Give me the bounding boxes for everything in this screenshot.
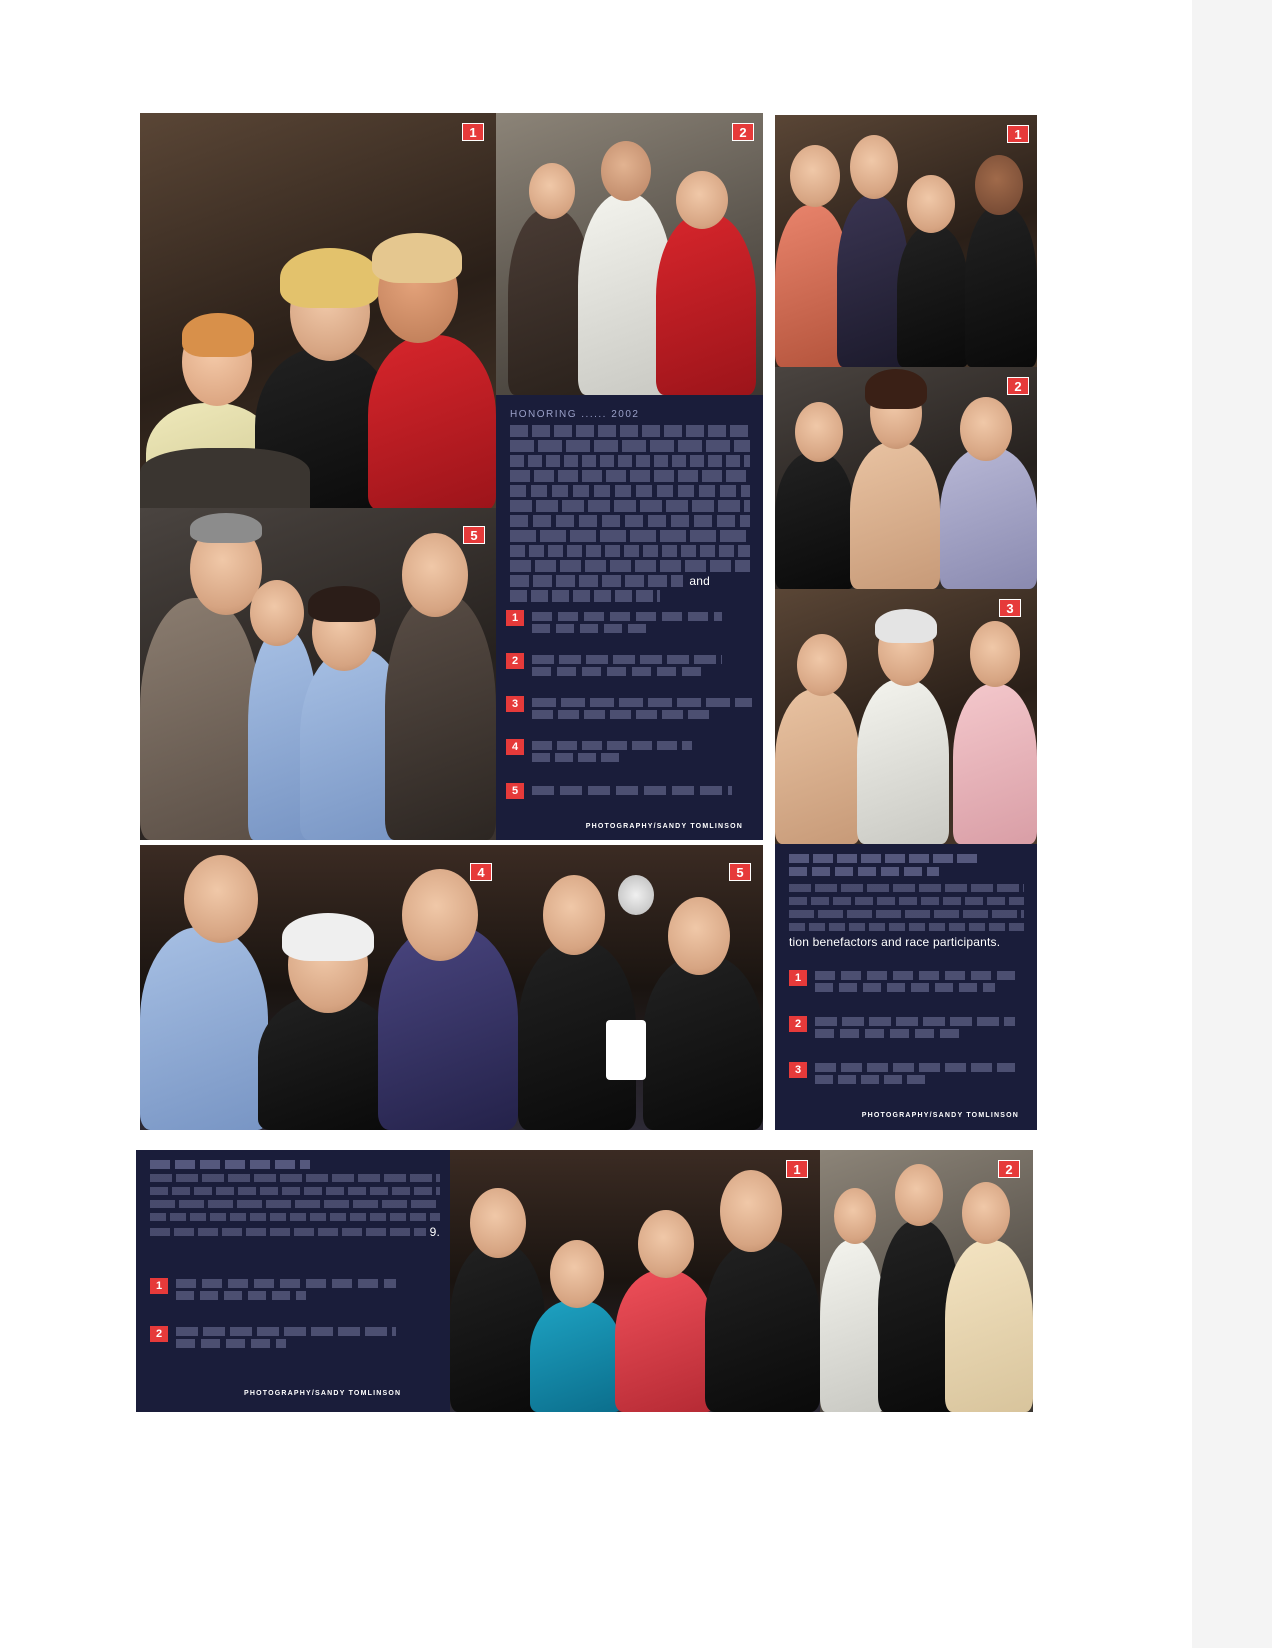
event-text-panel bbox=[496, 395, 763, 840]
panel-body-tail: and bbox=[689, 574, 710, 588]
photo-2 bbox=[496, 113, 763, 395]
photo-number-badge: 2 bbox=[998, 1160, 1020, 1178]
caption-number-badge: 2 bbox=[789, 1016, 807, 1032]
photo-5-right bbox=[518, 845, 763, 1130]
panel-body bbox=[510, 425, 750, 602]
photo-number-badge: 1 bbox=[1007, 125, 1029, 143]
photo-number-badge: 4 bbox=[470, 863, 492, 881]
photo-credit: PHOTOGRAPHY/SANDY TOMLINSON bbox=[861, 1112, 1019, 1119]
caption-number-badge: 2 bbox=[506, 653, 524, 669]
caption-1 bbox=[506, 610, 722, 633]
photo-4 bbox=[140, 845, 518, 1130]
bottom-panel-body bbox=[150, 1160, 440, 1238]
caption-2 bbox=[506, 653, 722, 676]
caption-number-badge: 4 bbox=[506, 739, 524, 755]
caption-5 bbox=[506, 783, 732, 799]
photo-right-3 bbox=[775, 589, 1037, 844]
right-caption-2 bbox=[789, 1016, 1015, 1038]
photo-5-left bbox=[140, 508, 496, 840]
panel-heading: HONORING ...... 2002 bbox=[510, 409, 640, 420]
photo-bottom-1 bbox=[450, 1150, 820, 1412]
caption-number-badge: 3 bbox=[506, 696, 524, 712]
right-caption-1 bbox=[789, 970, 1015, 992]
right-panel-body bbox=[789, 854, 1024, 948]
photo-right-1 bbox=[775, 115, 1037, 367]
right-caption-3 bbox=[789, 1062, 1015, 1084]
photo-bottom-2 bbox=[820, 1150, 1033, 1412]
photo-number-badge: 1 bbox=[786, 1160, 808, 1178]
caption-number-badge: 2 bbox=[150, 1326, 168, 1342]
photo-number-badge: 3 bbox=[999, 599, 1021, 617]
photo-number-badge: 2 bbox=[732, 123, 754, 141]
right-text-panel bbox=[775, 844, 1037, 1130]
photo-number-badge: 5 bbox=[729, 863, 751, 881]
caption-number-badge: 5 bbox=[506, 783, 524, 799]
photo-right-2 bbox=[775, 367, 1037, 589]
photo-number-badge: 5 bbox=[463, 526, 485, 544]
page-edge bbox=[1192, 0, 1272, 1648]
photo-number-badge: 1 bbox=[462, 123, 484, 141]
bottom-text-panel bbox=[136, 1150, 450, 1412]
caption-3 bbox=[506, 696, 752, 719]
photo-number-badge: 2 bbox=[1007, 377, 1029, 395]
photo-credit: PHOTOGRAPHY/SANDY TOMLINSON bbox=[244, 1390, 402, 1397]
caption-number-badge: 1 bbox=[150, 1278, 168, 1294]
caption-4 bbox=[506, 739, 692, 762]
photo-1 bbox=[140, 113, 496, 508]
caption-number-badge: 1 bbox=[789, 970, 807, 986]
photo-credit: PHOTOGRAPHY/SANDY TOMLINSON bbox=[585, 823, 743, 830]
bottom-panel-body-tail: 9. bbox=[429, 1225, 440, 1239]
bottom-caption-1 bbox=[150, 1278, 396, 1300]
caption-number-badge: 3 bbox=[789, 1062, 807, 1078]
bottom-caption-2 bbox=[150, 1326, 396, 1348]
right-panel-strong-line: tion benefactors and race participants. bbox=[789, 935, 1001, 949]
caption-number-badge: 1 bbox=[506, 610, 524, 626]
